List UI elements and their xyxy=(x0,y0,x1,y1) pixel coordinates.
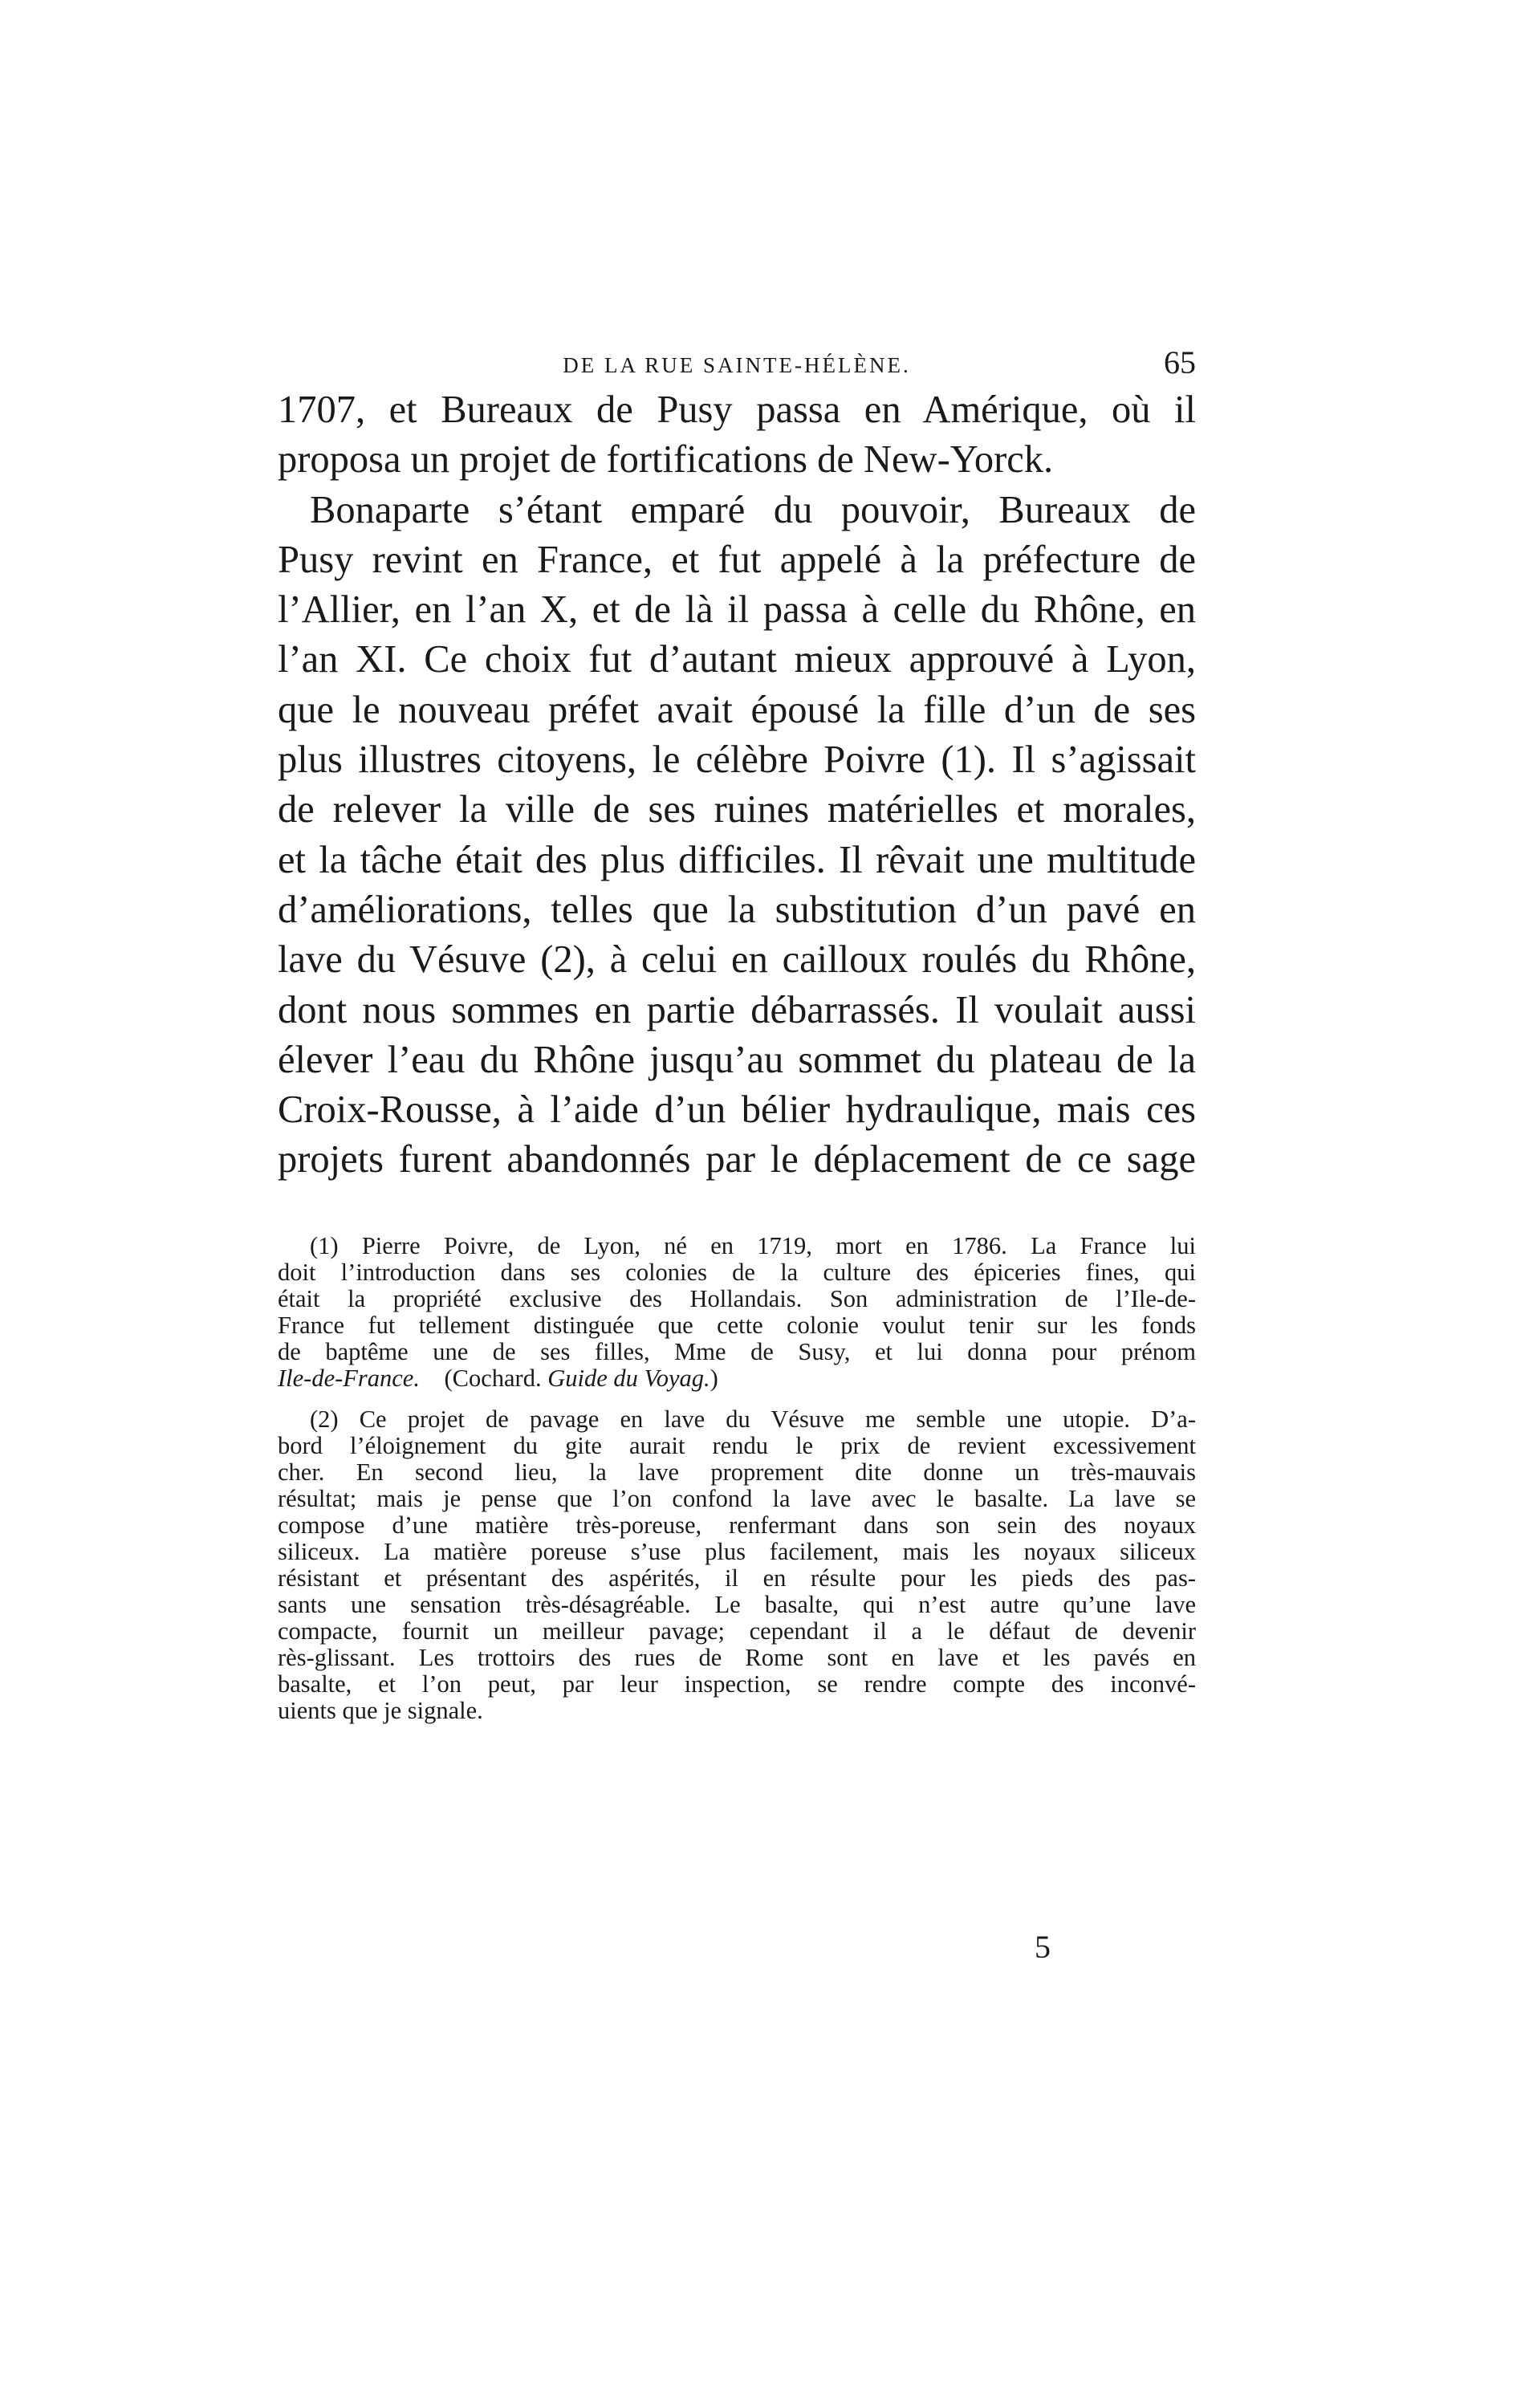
text-line: l’an XI. Ce choix fut d’autant mieux approuvé à Lyon, xyxy=(278,638,1196,681)
footnote-line: était la propriété exclusive des Hollandais. Son administration de l’Ile-de- xyxy=(278,1285,1196,1312)
footnote-line: sants une sensation très-désagréable. Le basalte, qui n’est autre qu’une lave xyxy=(278,1591,1196,1618)
text-line: Bonaparte s’étant emparé du pouvoir, Bureaux de xyxy=(310,488,1196,531)
footnote-line: uients que je signale. xyxy=(278,1697,483,1724)
text-line: l’Allier, en l’an X, et de là il passa à celle du Rhône, en xyxy=(278,588,1196,632)
footnote-line: de baptême une de ses filles, Mme de Susy, et lui donna pour prénom xyxy=(278,1338,1196,1365)
footnote-line xyxy=(278,1365,1196,1392)
text-line: lave du Vésuve (2), à celui en cailloux roulés du Rhône, xyxy=(278,938,1196,982)
footnote-line: France fut tellement distinguée que cette colonie voulut tenir sur les fonds xyxy=(278,1312,1196,1339)
running-head xyxy=(278,344,1196,392)
footnote-line: résistant et présentant des aspérités, il en résulte pour les pieds des pas- xyxy=(278,1564,1196,1592)
footnote-close-paren: ) xyxy=(710,1365,718,1392)
footnote-line: bord l’éloignement du gite aurait rendu le prix de revient excessivement xyxy=(278,1432,1196,1459)
footnote-italic-title: Guide du Voyag. xyxy=(547,1365,710,1392)
running-title: DE LA RUE SAINTE-HÉLÈNE. xyxy=(563,353,911,377)
text-line: que le nouveau préfet avait épousé la fille d’un de ses xyxy=(278,688,1196,731)
footnote-line: (1) Pierre Poivre, de Lyon, né en 1719, mort en 1786. La France lui xyxy=(310,1232,1196,1259)
text-line: projets furent abandonnés par le déplacement de ce sage xyxy=(278,1138,1196,1182)
text-line: 1707, et Bureaux de Pusy passa en Amérique, où il xyxy=(278,388,1196,431)
text-line: Croix-Rousse, à l’aide d’un bélier hydraulique, mais ces xyxy=(278,1088,1196,1132)
text-line: d’améliorations, telles que la substitution d’un pavé en xyxy=(278,888,1196,931)
page-number: 65 xyxy=(1164,344,1196,380)
footnote-line: résultat; mais je pense que l’on confond la lave avec le basalte. La lave se xyxy=(278,1485,1196,1512)
text-line: et la tâche était des plus difficiles. Il rêvait une multitude xyxy=(278,838,1196,881)
footnote-italic-place: Ile-de-France. xyxy=(278,1365,420,1392)
text-line: plus illustres citoyens, le célèbre Poivre (1). Il s’agissait xyxy=(278,738,1196,782)
text-line: proposa un projet de fortifications de New-Yorck. xyxy=(278,438,1054,482)
footnote-2 xyxy=(278,1406,1196,1724)
footnote-line: compose d’une matière très-poreuse, renfermant dans son sein des noyaux xyxy=(278,1511,1196,1539)
footnote-line: cher. En second lieu, la lave proprement dite donne un très-mauvais xyxy=(278,1458,1196,1486)
footnote-line: basalte, et l’on peut, par leur inspection, se rendre compte des inconvé- xyxy=(278,1670,1196,1698)
footnote-1 xyxy=(278,1233,1196,1392)
footnote-line: siliceux. La matière poreuse s’use plus facilement, mais les noyaux siliceux xyxy=(278,1538,1196,1565)
footnote-line: doit l’introduction dans ses colonies de la culture des épiceries fines, qui xyxy=(278,1259,1196,1286)
text-line: Pusy revint en France, et fut appelé à la préfecture de xyxy=(278,538,1196,581)
footnote-line: (2) Ce projet de pavage en lave du Vésuve me semble une utopie. D’a- xyxy=(310,1405,1196,1433)
main-text xyxy=(278,385,1196,1186)
footnote-line: compacte, fournit un meilleur pavage; cependant il a le défaut de devenir xyxy=(278,1617,1196,1645)
footnote-citation: (Cochard. xyxy=(444,1365,542,1392)
footnote-gap xyxy=(278,1392,1196,1406)
text-line: dont nous sommes en partie débarrassés. Il voulait aussi xyxy=(278,988,1196,1031)
footnotes xyxy=(278,1233,1196,1724)
footnote-line: rès-glissant. Les trottoirs des rues de Rome sont en lave et les pavés en xyxy=(278,1644,1196,1671)
text-line: de relever la ville de ses ruines matérielles et morales, xyxy=(278,788,1196,832)
text-line: élever l’eau du Rhône jusqu’au sommet du plateau de la xyxy=(278,1038,1196,1081)
signature-mark: 5 xyxy=(1035,1929,1051,1965)
